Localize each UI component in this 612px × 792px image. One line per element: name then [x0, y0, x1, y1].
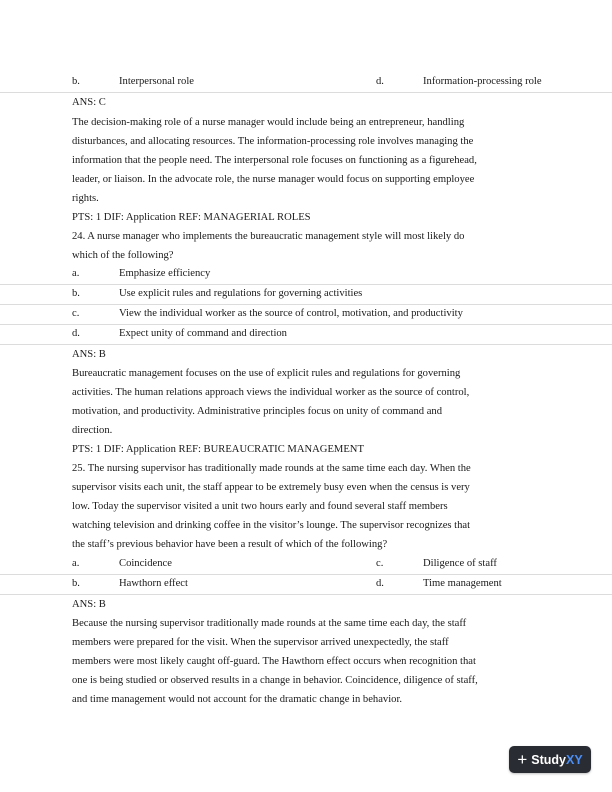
q25-answer: ANS: B	[72, 599, 106, 610]
q23-rationale-line: disturbances, and allocating resources. The information-processing role involves managing the	[72, 136, 474, 147]
q24-answer: ANS: B	[72, 349, 106, 360]
option-letter: a.	[72, 268, 80, 279]
option-text: Diligence of staff	[423, 558, 497, 569]
option-letter: d.	[72, 328, 80, 339]
q25-stem-line: 25. The nursing supervisor has traditionally made rounds at the same time each day. When the	[72, 463, 471, 474]
option-letter: a.	[72, 558, 80, 569]
option-text: Use explicit rules and regulations for governing activities	[119, 288, 363, 299]
q25-stem-line: watching television and drinking coffee in the visitor’s lounge. The supervisor recognizes that	[72, 520, 471, 531]
q23-rationale-line: The decision-making role of a nurse manager would include being an entrepreneur, handling	[72, 117, 465, 128]
q25-rationale-line: and time management would not account for the dramatic change in behavior.	[72, 694, 403, 705]
plus-icon: +	[517, 750, 528, 769]
q24-option-row	[0, 284, 612, 305]
q25-stem-line: low. Today the supervisor visited a unit two hours early and found several staff members	[72, 501, 448, 512]
q24-meta: PTS: 1 DIF: Application REF: BUREAUCRATIC MANAGEMENT	[72, 444, 364, 455]
option-letter: b.	[72, 76, 80, 87]
q23-meta: PTS: 1 DIF: Application REF: MANAGERIAL ROLES	[72, 212, 311, 223]
q23-option-row	[0, 72, 612, 93]
option-letter: d.	[376, 76, 384, 87]
q25-rationale-line: Because the nursing supervisor traditionally made rounds at the same time each day, the staff	[72, 618, 467, 629]
q25-option-row	[0, 574, 612, 595]
option-text: Time management	[423, 578, 502, 589]
brand-suffix: XY	[565, 752, 583, 767]
q23-rationale-line: rights.	[72, 193, 99, 204]
q23-answer: ANS: C	[72, 97, 106, 108]
q25-rationale-line: members were prepared for the visit. When the supervisor arrived unexpectedly, the staff	[72, 637, 449, 648]
q24-rationale-line: motivation, and productivity. Administrative principles focus on unity of command and	[72, 406, 443, 417]
q25-stem-line: the staff’s previous behavior have been a result of which of the following?	[72, 539, 388, 550]
option-letter: d.	[376, 578, 384, 589]
option-text: Hawthorn effect	[119, 578, 188, 589]
option-letter: c.	[72, 308, 80, 319]
option-text: Emphasize efficiency	[119, 268, 211, 279]
q24-rationale-line: activities. The human relations approach views the individual worker as the source of control,	[72, 387, 470, 398]
option-text: Expect unity of command and direction	[119, 328, 287, 339]
option-text: Information-processing role	[423, 76, 542, 87]
q24-rationale-line: direction.	[72, 425, 113, 436]
q25-rationale-line: one is being studied or observed results in a change in behavior. Coincidence, diligence of staff,	[72, 675, 478, 686]
studyxy-watermark	[509, 746, 591, 773]
q23-rationale-line: information that the people need. The interpersonal role focuses on functioning as a figurehead,	[72, 155, 477, 166]
option-letter: c.	[376, 558, 384, 569]
q24-option-row	[0, 304, 612, 325]
q24-option-row	[0, 324, 612, 345]
q24-rationale-line: Bureaucratic management focuses on the use of explicit rules and regulations for governing	[72, 368, 461, 379]
q25-rationale-line: members were most likely caught off-guard. The Hawthorn effect occurs when recognition that	[72, 656, 476, 667]
brand-name: Study	[531, 752, 566, 767]
q24-stem-line: 24. A nurse manager who implements the bureaucratic management style will most likely do	[72, 231, 465, 242]
option-text: Interpersonal role	[119, 76, 195, 87]
q25-stem-line: supervisor visits each unit, the staff appear to be extremely busy even when the census is very	[72, 482, 470, 493]
q24-option-row	[0, 264, 612, 285]
q25-option-row	[0, 554, 612, 575]
option-letter: b.	[72, 288, 80, 299]
option-letter: b.	[72, 578, 80, 589]
q24-stem-line: which of the following?	[72, 250, 174, 261]
q23-rationale-line: leader, or liaison. In the advocate role, the nurse manager would focus on supporting employee	[72, 174, 475, 185]
option-text: View the individual worker as the source of control, motivation, and productivity	[119, 308, 463, 319]
option-text: Coincidence	[119, 558, 172, 569]
